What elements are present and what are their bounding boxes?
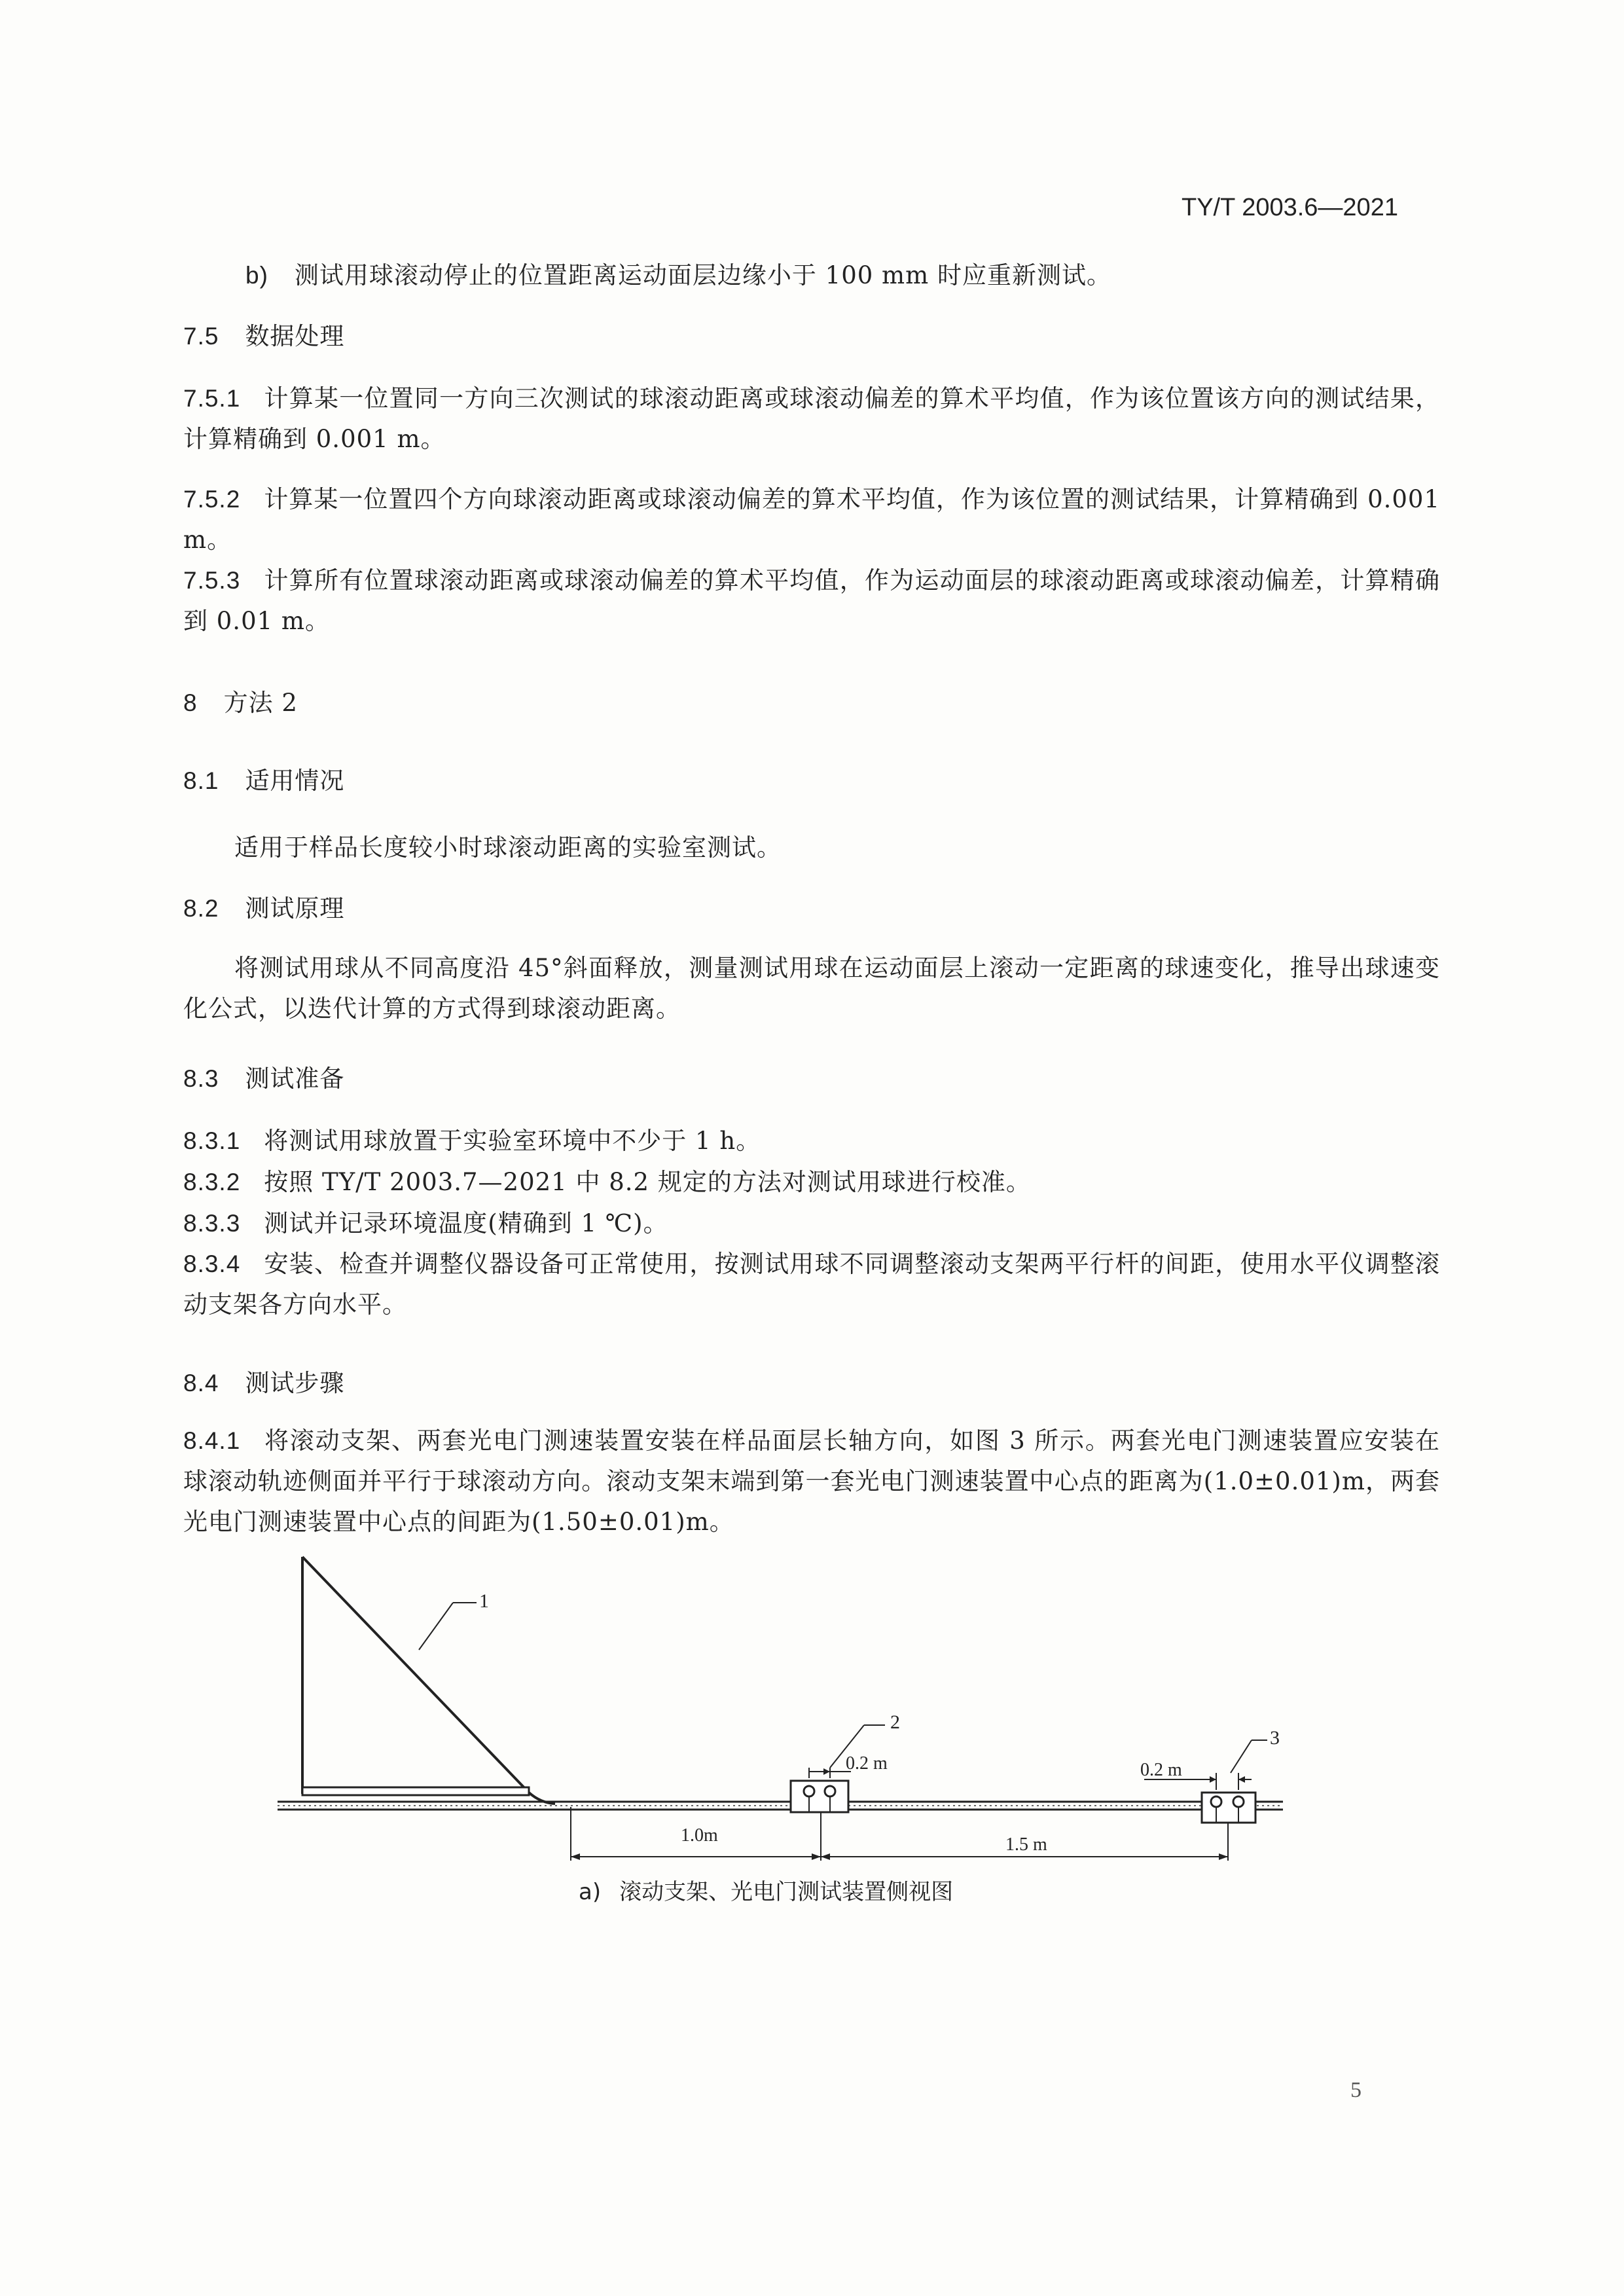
clause-number: 8.3.3 [183, 1210, 241, 1237]
clause-number: 8.4.1 [183, 1427, 241, 1454]
subsection-heading [183, 888, 344, 924]
clause-8-3-4 [183, 1244, 1440, 1325]
section-heading [183, 316, 344, 352]
clause-text: 计算所有位置球滚动距离或球滚动偏差的算术平均值，作为运动面层的球滚动距离或球滚动偏差，计算精确到 0.01 m。 [183, 566, 1440, 635]
clause-number: 7.5.2 [183, 486, 241, 513]
page-number: 5 [1350, 2078, 1362, 2102]
list-text: 测试用球滚动停止的位置距离运动面层边缘小于 100 mm 时应重新测试。 [294, 261, 1111, 289]
dim-gate1-to-gate2: 1.5 m [1005, 1834, 1047, 1855]
paragraph: 适用于样品长度较小时球滚动距离的实验室测试。 [234, 833, 782, 862]
section-title: 测试原理 [245, 894, 345, 922]
clause-8-3-2 [183, 1162, 1440, 1203]
dim-gate1-width: 0.2 m [846, 1753, 888, 1774]
section-number: 8.2 [183, 895, 219, 922]
section-number: 8.1 [183, 767, 219, 794]
subsection-heading [183, 761, 344, 796]
photogate-2 [1202, 1773, 1255, 1823]
section-heading [183, 683, 298, 718]
clause-text: 将测试用球放置于实验室环境中不少于 1 h。 [264, 1127, 761, 1155]
clause-number: 8.3.2 [183, 1169, 241, 1195]
clause-text: 安装、检查并调整仪器设备可正常使用，按测试用球不同调整滚动支架两平行杆的间距，使用水平仪调整滚动支架各方向水平。 [183, 1250, 1440, 1319]
clause-number: 7.5.3 [183, 567, 241, 594]
clause-text: 将滚动支架、两套光电门测速装置安装在样品面层长轴方向，如图 3 所示。两套光电门测速装置应安装在球滚动轨迹侧面并平行于球滚动方向。滚动支架末端到第一套光电门测速装置中心点的距离为(1.0±0.01)m，两套光电门测速装置中心点的间距为(1.50±0.01)m。 [183, 1427, 1440, 1536]
caption-label: a) [579, 1879, 602, 1905]
label-ramp: 1 [479, 1590, 489, 1612]
clause-8-3-3 [183, 1203, 1440, 1244]
clause-text: 测试并记录环境温度(精确到 1 ℃)。 [264, 1209, 668, 1237]
dim-gate2-width: 0.2 m [1140, 1760, 1182, 1780]
section-number: 8 [183, 689, 198, 716]
subsection-heading [183, 1363, 344, 1398]
list-item-b [245, 255, 1111, 291]
clause-8-3-1 [183, 1121, 1440, 1161]
section-number: 7.5 [183, 323, 219, 350]
clause-8-4-1 [183, 1421, 1440, 1542]
figure-caption [579, 1874, 953, 1906]
list-label: b) [245, 262, 268, 289]
section-title: 适用情况 [245, 767, 345, 795]
section-title: 方法 2 [223, 689, 298, 717]
floor-surface [278, 1802, 1283, 1810]
section-title: 测试步骤 [245, 1369, 345, 1397]
subsection-heading [183, 1059, 344, 1094]
clause-text: 按照 TY/T 2003.7—2021 中 8.2 规定的方法对测试用球进行校准。 [264, 1168, 1031, 1196]
dim-ramp-to-gate1: 1.0m [681, 1825, 718, 1846]
clause-text: 计算某一位置同一方向三次测试的球滚动距离或球滚动偏差的算术平均值，作为该位置该方向的测试结果，计算精确到 0.001 m。 [183, 384, 1440, 453]
clause-7-5-1 [183, 378, 1440, 460]
clause-7-5-2 [183, 479, 1440, 560]
photogate-1 [791, 1768, 848, 1812]
paragraph: 将测试用球从不同高度沿 45°斜面释放，测量测试用球在运动面层上滚动一定距离的球速变化，推导出球速变化公式，以迭代计算的方式得到球滚动距离。 [183, 954, 1440, 1023]
clause-7-5-3 [183, 560, 1440, 642]
standard-id: TY/T 2003.6—2021 [1182, 194, 1398, 221]
clause-number: 8.3.1 [183, 1127, 241, 1154]
label-gate2: 3 [1270, 1727, 1280, 1749]
clause-number: 7.5.1 [183, 385, 241, 412]
section-title: 测试准备 [245, 1065, 345, 1093]
clause-number: 8.3.4 [183, 1250, 241, 1277]
label-gate1: 2 [890, 1711, 900, 1733]
section-title: 数据处理 [245, 322, 345, 350]
ramp-support [302, 1557, 555, 1804]
section-number: 8.4 [183, 1370, 219, 1396]
clause-text: 计算某一位置四个方向球滚动距离或球滚动偏差的算术平均值，作为该位置的测试结果，计算精确到 0.001 m。 [183, 485, 1440, 554]
section-number: 8.3 [183, 1065, 219, 1092]
caption-text: 滚动支架、光电门测试装置侧视图 [619, 1879, 954, 1905]
